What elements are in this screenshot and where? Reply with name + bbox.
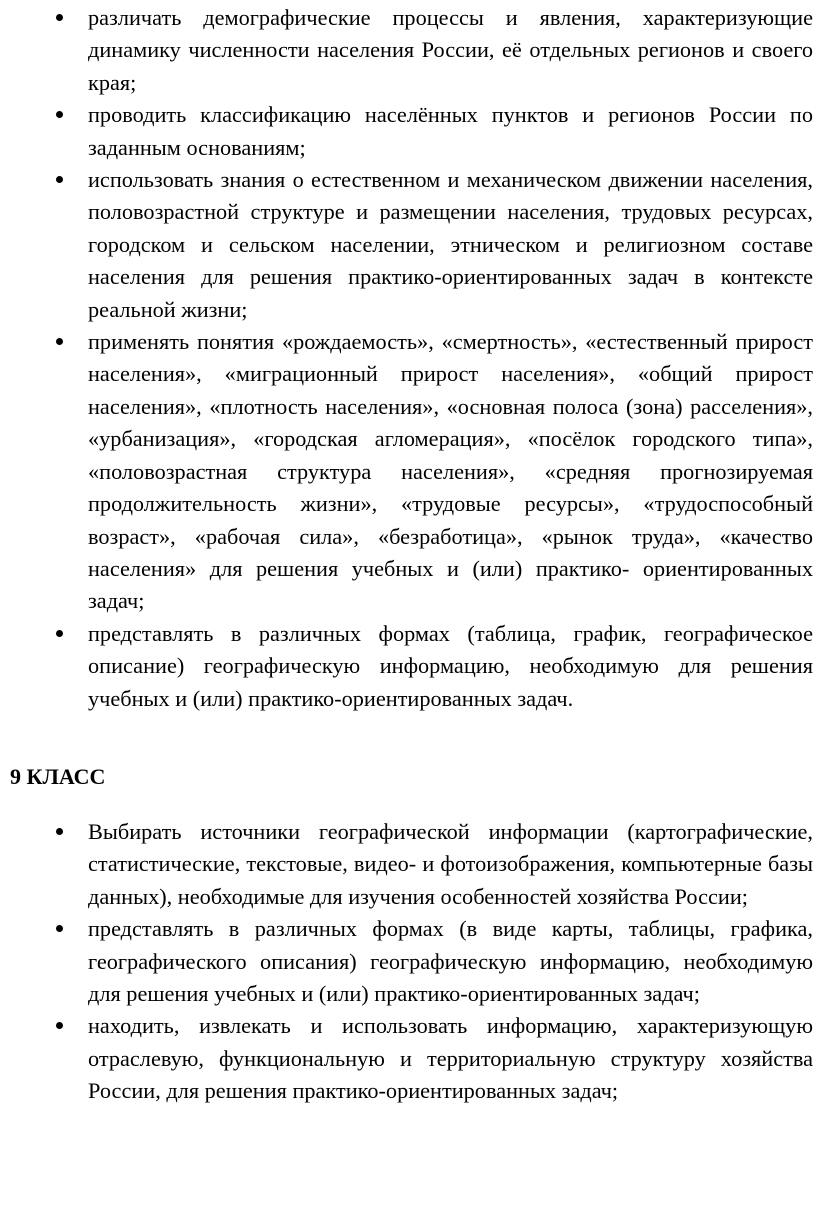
list-item	[0, 164, 816, 326]
list-item-text: представлять в различных формах (таблица, график, географическое описание) географическую информацию, необходимую для решения учебных и (или) практико-ориентированных задач.	[88, 620, 813, 711]
list-item-text: применять понятия «рождаемость», «смертность», «естественный прирост населения», «миграционный прирост населения», «общий прирост населения», «плотность населения», «основная полоса (зона) расселения», «урбанизация», «городская агломерация», «посёлок городского типа», «половозрастная структура населения», «средняя прогнозируемая продолжительность жизни», «трудовые ресурсы», «трудоспособный возраст», «рабочая сила», «безработица», «рынок труда», «качество населения» для решения учебных и (или) практико- ориентированных задач;	[88, 329, 813, 614]
bullet-icon	[56, 14, 63, 21]
list-item-text: находить, извлекать и использовать информацию, характеризующую отраслевую, функциональную и территориальную структуру хозяйства России, для решения практико-ориентированных задач;	[88, 1013, 813, 1104]
list-item-text: Выбирать источники географической информации (картографические, статистические, текстовые, видео- и фотоизображения, компьютерные базы данных), необходимые для изучения особенностей хозяйства России;	[88, 819, 813, 909]
grade-8-requirements-list	[0, 2, 816, 715]
list-item	[0, 2, 816, 99]
bullet-icon	[56, 1022, 63, 1029]
bullet-icon	[56, 338, 63, 345]
list-item	[0, 1010, 816, 1107]
grade-9-requirements-list	[0, 816, 816, 1108]
list-item	[0, 326, 816, 618]
list-item	[0, 913, 816, 1010]
list-item-text: использовать знания о естественном и механическом движении населения, половозрастной структуре и размещении населения, трудовых ресурсах, городском и сельском населении, этническом и религиозном составе населения для решения практико-ориентированных задач в контексте реальной жизни;	[88, 167, 813, 322]
list-item-text: различать демографические процессы и явления, характеризующие динамику численности населения России, её отдельных регионов и своего края;	[88, 5, 813, 95]
bullet-icon	[56, 828, 63, 835]
list-item-text: проводить классификацию населённых пунктов и регионов России по заданным основаниям;	[88, 102, 813, 160]
bullet-icon	[56, 111, 63, 118]
list-item	[0, 816, 816, 913]
bullet-icon	[56, 176, 63, 183]
section-heading-grade-9: 9 КЛАСС	[10, 764, 106, 789]
bullet-icon	[56, 630, 63, 637]
bullet-icon	[56, 925, 63, 932]
list-item	[0, 618, 816, 715]
list-item-text: представлять в различных формах (в виде карты, таблицы, графика, географического описания) географическую информацию, необходимую для решения учебных и (или) практико-ориентированных задач;	[88, 916, 813, 1007]
list-item	[0, 99, 816, 164]
